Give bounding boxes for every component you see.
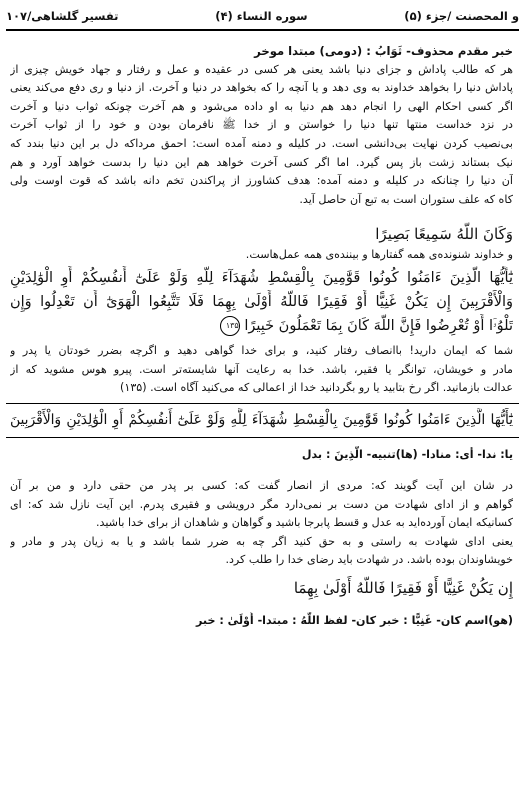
commentary-line: کاه که علف ستوران است به تبع آن حاصل آید. (299, 192, 513, 206)
commentary-line: نیک بستاند زشت باز پس گیرد. اما اگر کسی آخرت خواهد هم این دنیا را بدست خواهد آورد و هم (10, 155, 513, 169)
ayah-end-marker: ۱۳۵ (220, 316, 240, 336)
commentary-line: اگر کسی احکام الهی را انجام دهد هم دنیا به او داده می‌شود و هم آخرت چونکه ثواب دنیا و آخرت (10, 99, 513, 113)
translation-line: مادر و خویشان، توانگر یا فقیر، باشد. خدا به رعایت آنها شایسته‌تر است. پیرو هوس مشوید که از (10, 362, 513, 376)
commentary-line: یعنی ادای شهادت به راستی و به حق کنید اگر چه به ضرر شما باشد و یا به زیان پدر و مادر و (10, 534, 513, 548)
header-book-page: تفسیر گلشاهی/۱۰۷ (6, 9, 119, 23)
commentary-line: گواهم و از ادای شهادت من دست بر نمی‌دارد مگر درویشی و فقیری پدرم. این آیت نازل شد که: ای (10, 497, 513, 511)
commentary-line: پاداش دنیا را بخواهد خداوند به وی دهد و یا آنچه را که بخواهد در دنیا و آخرت. از دنیا و ری دفع می‌کند یعنی (10, 81, 513, 95)
quran-verse-text: تَلْوُۥٓا أَوْ تُعْرِضُوا فَإِنَّ اللَّهَ كَانَ بِمَا تَعْمَلُونَ خَبِيرًا (244, 318, 513, 334)
commentary-line: خویشاوندان بوده باشد. در شهادت باید رضای خدا را طلب کرد. (225, 553, 513, 567)
section-divider (6, 403, 519, 404)
commentary-line: بی‌نصیب کردن نهایت بی‌دانشی است. در کلیله و دمنه آمده است: احمق مرداکه دل بر این دنیا بندد که (10, 136, 513, 150)
commentary-line: کسانیکه ایمان آورده‌اید به عدل و قسط پابرجا باشید و گواهان و شاهدان از برای خدا باشید. (95, 516, 513, 530)
translation-line: عدالت بازمانید. اگر رخ بتابید یا رو بگردانید خدا از اعمالی که می‌کنید آگاه است. (۱۳۵) (120, 381, 513, 395)
commentary-line: آن دنیا را چنانکه در کلیله و دمنه آمده: هدف کشاورز از پراکندن تخم دانه باشد که قوت اوست ولی (10, 174, 513, 188)
header-juz: و المحصنت /جزء (۵) (404, 9, 519, 23)
quran-verse-line: يَٰٓأَيُّهَا الَّذِينَ ءَامَنُوا كُونُوا قَوَّٰمِينَ بِالْقِسْطِ شُهَدَآءَ لِلَّهِ وَلَوْ عَلَىٰٓ أَنفُسِكُمْ أَوِ الْوَٰلِدَيْنِ (10, 270, 513, 286)
quran-verse: إِن يَكُنْ غَنِيًّا أَوْ فَقِيرًا فَاللَّهُ أَوْلَىٰ بِهِمَا (293, 579, 513, 597)
grammar-note-heading: خبر مقدم محذوف- ثَوَابُ : (دومی) مبتدا موخر (254, 44, 513, 58)
header-surah: سوره النساء (۴) (215, 9, 308, 23)
header-rule (6, 29, 519, 31)
verse-block-1 (10, 222, 513, 265)
section-divider (6, 437, 519, 438)
grammar-note: یا: ندا- أی: منادا- (ها)تنبیه- الَّذِينَ : بدل (301, 448, 513, 461)
quran-verse: وَكَانَ اللَّهُ سَمِيعًا بَصِيرًا (375, 225, 513, 243)
translation-block-2 (10, 342, 513, 398)
verse-block-3 (10, 408, 513, 432)
commentary-line: در نزد خداست منتها تنها دنیا را خواستن و از خدا ﷺ نافرمان بودن و خود را از ثواب آخرت (10, 118, 513, 132)
commentary-section-2 (10, 477, 513, 570)
verse-block-4 (10, 576, 513, 600)
quran-verse: يَٰٓأَيُّهَا الَّذِينَ ءَامَنُوا كُونُوا قَوَّٰمِينَ بِالْقِسْطِ شُهَدَآءَ لِلَّهِ وَلَوْ عَلَىٰٓ أَنفُسِكُمْ أَوِ الْوَٰلِدَيْنِ وَالْأَقْرَبِينَ (10, 412, 513, 428)
quran-verse-line: وَالْأَقْرَبِينَ إِن يَكُنْ غَنِيًّا أَوْ فَقِيرًا فَاللَّهُ أَوْلَىٰ بِهِمَا فَلَا تَتَّبِعُوا الْهَوَىٰٓ أَن تَعْدِلُوا وَإِن (10, 294, 513, 310)
translation-line: شما که ایمان دارید! باانصاف رفتار کنید، و برای خدا گواهی دهید و اگرچه بضرر خودتان یا پدر و (10, 344, 513, 357)
verse-translation: و خداوند شنونده‌ی همه گفتارها و بیننده‌ی همه عمل‌هاست. (245, 248, 513, 261)
commentary-section-1 (10, 42, 513, 209)
commentary-line: هر که طالب پاداش و جزای دنیا باشد یعنی هر کسی در عقیده و عمل و رفتار و جهاد خویش چیزی از (10, 62, 513, 76)
grammar-block-1 (10, 446, 513, 465)
commentary-line: در شان این آیت گویند که: مردی از انصار گفت که: کسی بر پدر من حقی دارد و من بر آن (10, 479, 513, 492)
grammar-note: (هو)اسم کان- غَنِيًّا : خبر کان- لفظ اللَّهُ : مبتدا- أَوْلَىٰ : خبر (196, 614, 513, 627)
grammar-block-2 (10, 612, 513, 631)
quran-verse-line (10, 314, 513, 338)
page-header (6, 4, 519, 28)
verse-block-2 (10, 266, 513, 338)
